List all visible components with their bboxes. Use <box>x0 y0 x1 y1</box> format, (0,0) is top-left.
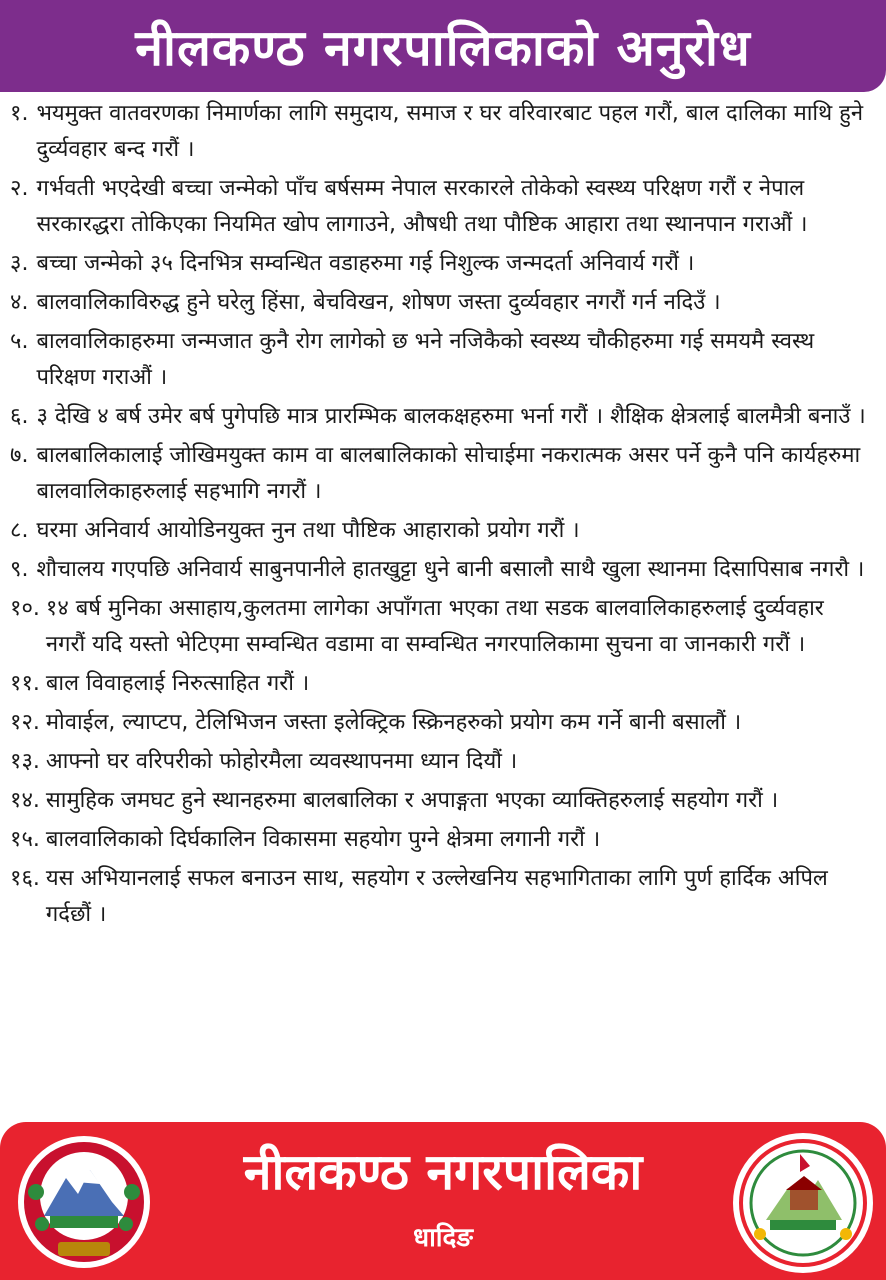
district-name: धादिङ <box>413 1223 473 1253</box>
list-item <box>0 591 886 663</box>
item-text: सामुहिक जमघट हुने स्थानहरुमा बालबालिका र अपाङ्गता भएका व्याक्तिहरुलाई सहयोग गरौं । <box>45 788 779 813</box>
item-number: ३. <box>10 251 29 276</box>
list-item <box>0 438 886 510</box>
item-number: ११. <box>10 671 40 696</box>
footer-banner <box>0 1122 886 1280</box>
item-text: बालबालिकालाई जोखिमयुक्त काम वा बालबालिकाको सोचाईमा नकरात्मक असर पर्ने कुनै पनि कार्यहरुमा बालवालिकाहरुलाई सहभागि नगरौं । <box>36 443 861 504</box>
item-text: मोवाईल, ल्याप्टप, टेलिभिजन जस्ता इलेक्ट्रिक स्क्रिनहरुको प्रयोग कम गर्ने बानी बसालौं । <box>45 710 742 735</box>
item-number: १. <box>10 101 29 126</box>
list-item <box>0 399 886 435</box>
list-item <box>0 324 886 396</box>
item-text: शौचालय गएपछि अनिवार्य साबुनपानीले हातखुट्टा धुने बानी बसालौ साथै खुला स्थानमा दिसापिसाब नगरौ । <box>36 557 865 582</box>
item-text: गर्भवती भएदेखी बच्चा जन्मेको पाँच बर्षसम्म नेपाल सरकारले तोकेको स्वस्थ्य परिक्षण गरौं र नेपाल सरकारद्धरा तोकिएका नियमित खोप लागाउने, औषधी तथा पौष्टिक आहारा तथा स्थानपान गराऔं । <box>36 176 808 237</box>
item-number: १०. <box>10 596 40 621</box>
item-number: ७. <box>10 443 29 468</box>
item-text: भयमुक्त वातवरणका निमार्णका लागि समुदाय, समाज र घर वरिवारबाट पहल गरौं, बाल दालिका माथि हुने दुर्व्यवहार बन्द गरौं । <box>36 101 864 162</box>
list-item <box>0 744 886 780</box>
list-item <box>0 783 886 819</box>
item-text: ३ देखि ४ बर्ष उमेर बर्ष पुगेपछि मात्र प्रारम्भिक बालकक्षहरुमा भर्ना गरौं । शैक्षिक क्षेत्रलाई बालमैत्री बनाउँ । <box>36 404 866 429</box>
list-item <box>0 822 886 858</box>
page-title: नीलकण्ठ नगरपालिकाको अनुरोध <box>135 19 751 77</box>
item-number: १४. <box>10 788 40 813</box>
item-text: बाल विवाहलाई निरुत्साहित गरौं । <box>45 671 310 696</box>
list-item <box>0 552 886 588</box>
request-list <box>0 96 886 1118</box>
nepal-emblem-icon <box>14 1132 154 1272</box>
municipality-logo-icon <box>730 1130 876 1276</box>
item-number: २. <box>10 176 29 201</box>
list-item <box>0 285 886 321</box>
item-text: बच्चा जन्मेको ३५ दिनभित्र सम्वन्धित वडाहरुमा गई निशुल्क जन्मदर्ता अनिवार्य गरौं । <box>36 251 695 276</box>
list-item <box>0 513 886 549</box>
list-item <box>0 171 886 243</box>
item-text: १४ बर्ष मुनिका असाहाय,कुलतमा लागेका अपाँगता भएका तथा सडक बालवालिकाहरुलाई दुर्व्यवहार नगरौं यदि यस्तो भेटिएमा सम्वन्धित वडामा वा सम्वन्धित नगरपालिकामा सुचना वा जानकारी गरौं । <box>45 596 824 657</box>
item-number: १३. <box>10 749 40 774</box>
municipality-name: नीलकण्ठ नगरपालिका <box>243 1143 643 1201</box>
item-number: ६. <box>10 404 29 429</box>
item-number: ९. <box>10 557 29 582</box>
header-banner <box>0 0 886 92</box>
list-item <box>0 861 886 933</box>
item-text: बालवालिकाको दिर्घकालिन विकासमा सहयोग पुग्ने क्षेत्रमा लगानी गरौं । <box>45 827 601 852</box>
item-text: बालवालिकाविरुद्ध हुने घरेलु हिंसा, बेचविखन, शोषण जस्ता दुर्व्यवहार नगरौं गर्न नदिउँ । <box>36 290 721 315</box>
item-number: ५. <box>10 329 29 354</box>
list-item <box>0 705 886 741</box>
item-number: ८. <box>10 518 29 543</box>
item-text: आफ्नो घर वरिपरीको फोहोरमैला व्यवस्थापनमा ध्यान दियौं । <box>45 749 518 774</box>
item-number: १२. <box>10 710 40 735</box>
list-item <box>0 246 886 282</box>
item-number: ४. <box>10 290 29 315</box>
item-text: यस अभियानलाई सफल बनाउन साथ, सहयोग र उल्लेखनिय सहभागिताका लागि पुर्ण हार्दिक अपिल गर्दछौं । <box>45 866 828 927</box>
item-number: १६. <box>10 866 40 891</box>
list-item <box>0 96 886 168</box>
item-text: घरमा अनिवार्य आयोडिनयुक्त नुन तथा पौष्टिक आहाराको प्रयोग गरौं । <box>36 518 580 543</box>
list-item <box>0 666 886 702</box>
item-text: बालवालिकाहरुमा जन्मजात कुनै रोग लागेको छ भने नजिकैको स्वस्थ्य चौकीहरुमा गई समयमै स्वस्थ परिक्षण गराऔं । <box>36 329 815 390</box>
item-number: १५. <box>10 827 40 852</box>
